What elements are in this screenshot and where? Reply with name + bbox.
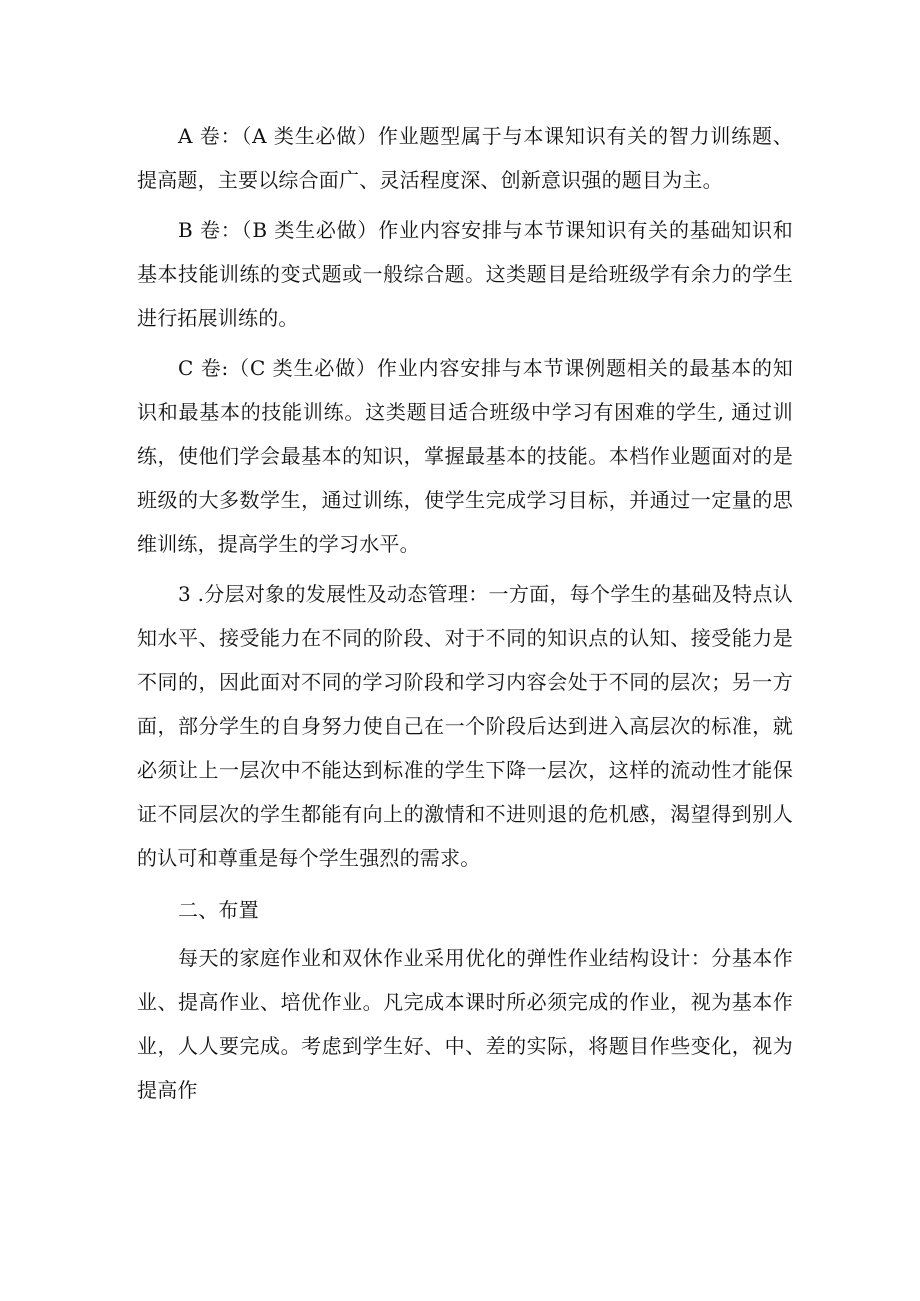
paragraph-a-paper: A 卷：（A 类生必做）作业题型属于与本课知识有关的智力训练题、提高题，主要以综合面广、灵活程度深、创新意识强的题目为主。 [137,124,793,192]
paragraph-dynamic-management: 3 .分层对象的发展性及动态管理：一方面，每个学生的基础及特点认知水平、接受能力在不同的阶段、对于不同的知识点的认知、接受能力是不同的，因此面对不同的学习阶段和学习内容会处于不同的层次；另一方面，部分学生的自身努力使自己在一个阶段后达到进入高层次的标准，就必须让上一层次中不能达到标准的学生下降一层次，这样的流动性才能保证不同层次的学生都能有向上的激情和不进则退的危机感，渴望得到别人的认可和尊重是每个学生强烈的需求。 [137,582,793,870]
paragraph-c-paper: C 卷:（C 类生必做）作业内容安排与本节课例题相关的最基本的知识和最基本的技能训练。这类题目适合班级中学习有困难的学生, 通过训练，使他们学会最基本的知识，掌握最基本的技能。本档作业题面对的是班级的大多数学生，通过训练，使学生完成学习目标，并通过一定量的思维训练，提高学生的学习水平。 [137,356,793,556]
section-heading: 二、布置 [178,898,259,922]
document-body [137,114,793,1118]
paragraph-homework-design: 每天的家庭作业和双休作业采用优化的弹性作业结构设计：分基本作业、提高作业、培优作业。凡完成本课时所必须完成的作业，视为基本作业，人人要完成。考虑到学生好、中、差的实际，将题目作些变化，视为提高作 [137,946,793,1102]
paragraph-b-paper: B 卷：（B 类生必做）作业内容安排与本节课知识有关的基础知识和基本技能训练的变式题或一般综合题。这类题目是给班级学有余力的学生进行拓展训练的。 [137,218,793,330]
